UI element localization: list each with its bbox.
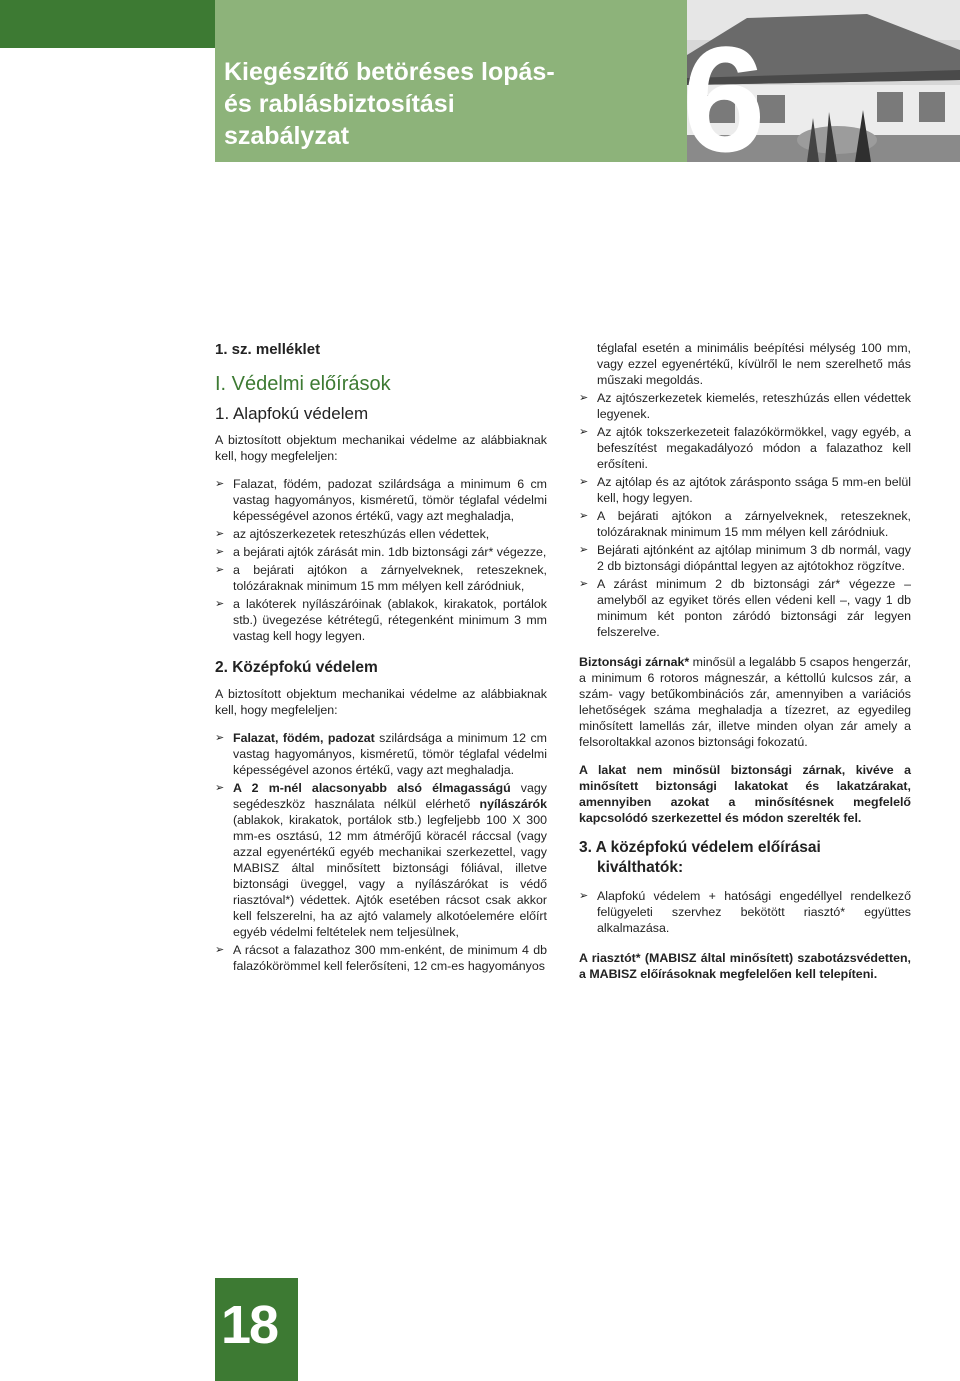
subsection-heading (579, 838, 911, 878)
list-item (579, 424, 911, 472)
arrow-icon: ➢ (579, 392, 589, 404)
alarm-note: A riasztót* (MABISZ által minősített) szabotázsvédetten, a MABISZ előírásoknak megfelelően kell telepíteni. (579, 951, 911, 981)
list-item (215, 476, 547, 524)
arrow-icon: ➢ (215, 732, 225, 744)
annex-label: 1. sz. melléklet (215, 341, 321, 358)
heading-line: kiválthatók: (597, 859, 684, 876)
section-heading: I. Védelmi előírások (215, 373, 391, 395)
definition-term: Biztonsági zárnak* (579, 655, 690, 669)
list-item-text: Az ajtólap és az ajtótok zárásponto ssága 5 mm-en belül kell, hogy legyen. (597, 475, 911, 505)
list-item (579, 390, 911, 422)
list-item-text: Az ajtószerkezetek kiemelés, reteszhúzás ellen védettek legyenek. (597, 391, 911, 421)
list-item (579, 542, 911, 574)
arrow-icon: ➢ (579, 426, 589, 438)
arrow-icon: ➢ (579, 544, 589, 556)
arrow-icon: ➢ (579, 890, 589, 902)
paragraph: A biztosított objektum mechanikai védelme az alábbiaknak kell, hogy megfeleljen: (215, 687, 547, 717)
title-line: szabályzat (224, 122, 350, 150)
subsection-heading: 1. Alapfokú védelem (215, 404, 369, 423)
list-item-text: a bejárati ajtók zárását min. 1db biztonsági zár* végezze, (233, 545, 547, 559)
header-accent-bar (0, 0, 215, 48)
bullet-list (579, 390, 911, 640)
list-item (579, 888, 911, 936)
list-item-text: téglafal esetén a minimális beépítési mélység 100 mm, vagy ezzel egyenértékű, kívülről le nem szerelhető más műszaki megoldás. (597, 341, 911, 387)
title-line: Kiegészítő betöréses lopás- (224, 58, 555, 86)
definition-paragraph (579, 654, 911, 750)
list-item (215, 780, 547, 940)
page-number-box (215, 1278, 298, 1381)
list-item-text: Falazat, födém, padozat szilárdsága a minimum 6 cm vastag hagyományos, kisméretű, tömör téglafal védelmi képességével azonos értékű, vagy azt meghaladja, (233, 477, 547, 523)
list-item-text: Az ajtók tokszerkezeteit falazókörmökkel, vagy egyéb, a befeszítést megakadályozó módon a falazathoz kell erősíteni. (597, 425, 911, 471)
arrow-icon: ➢ (215, 944, 225, 956)
subsection-heading: 2. Középfokú védelem (215, 659, 378, 676)
list-item (215, 544, 547, 560)
list-item-text: (ablakok, kirakatok, portálok stb.) legfeljebb 100 X 300 mm-es osztású, 12 mm átmérőjű köracél ráccsal (vagy azzal egyenértékű egyéb mechanikai szerkezettel, vagy MABISZ által minősített biztonsági fóliával, illetve biztonsági üveggel, vagy a nyílászárókat is védő riasztóval*) védettek. Ajtók esetében rácsot csak akkor kell felszerelni, ha az ajtó valamely alkotóelemére előírt egyéb védelmi feltételek nem teljesülnek, (233, 813, 547, 939)
bullet-list (215, 476, 547, 644)
list-item (579, 508, 911, 540)
list-item (215, 942, 547, 974)
list-item (579, 576, 911, 640)
list-item-text: a lakóterek nyílászáróinak (ablakok, kirakatok, portálok stb.) üvegezése kétrétegű, rétegenként minimum 3 mm vastag kell hogy legyen. (233, 597, 547, 643)
bullet-list (579, 888, 911, 936)
list-item-text: szilárdsága a minimum 12 cm vastag hagyományos, kisméretű, tömör téglafal védelmi képességével azonos értékű, vagy azt meghaladja. (233, 731, 547, 777)
paragraph: A biztosított objektum mechanikai védelme az alábbiaknak kell, hogy megfeleljen: (215, 433, 547, 463)
heading-line: 3. A középfokú védelem előírásai (579, 839, 821, 856)
arrow-icon: ➢ (215, 564, 225, 576)
arrow-icon: ➢ (215, 478, 225, 490)
arrow-icon: ➢ (579, 510, 589, 522)
arrow-icon: ➢ (215, 546, 225, 558)
list-item-text: A bejárati ajtókon a zárnyelveknek, reteszeknek, tolózáraknak minimum 15 mm mélyen kell záródniuk. (597, 509, 911, 539)
right-column (579, 340, 911, 994)
arrow-icon: ➢ (215, 598, 225, 610)
document-title (224, 56, 664, 152)
list-item-text: A rácsot a falazathoz 300 mm-enként, de minimum 4 db falazókörömmel kell felerősíteni, 12 cm-es hagyományos (233, 943, 547, 973)
chapter-number: 6 (682, 15, 760, 183)
list-item-bold: A 2 m-nél alacsonyabb alsó élmagasságú (233, 781, 511, 795)
list-item-bold: Falazat, födém, padozat (233, 731, 375, 745)
page-number: 18 (221, 1295, 278, 1355)
list-item-text: a bejárati ajtókon a zárnyelveknek, reteszeknek, tolózáraknak minimum 15 mm mélyen kell záródniuk, (233, 563, 547, 593)
list-item-text: vagy segédeszköz használata nélkül elérhető (233, 781, 547, 811)
arrow-icon: ➢ (579, 476, 589, 488)
list-item-text: az ajtószerkezetek reteszhúzás ellen védettek, (233, 527, 490, 541)
list-item-bold: nyílászárók (479, 797, 547, 811)
padlock-note: A lakat nem minősül biztonsági zárnak, kivéve a minősített biztonsági lakatokat és lakatzárakat, amennyiben azokat a minősítésnek megfelelő kapcsolódó szerkezettel és módon szerelték fel. (579, 763, 911, 825)
bullet-list (215, 730, 547, 974)
bullet-list (579, 340, 911, 388)
list-item-text: Alapfokú védelem + hatósági engedéllyel rendelkező felügyeleti szervhez bekötött riasztó* együttes alkalmazása. (597, 889, 911, 935)
left-column (215, 340, 547, 988)
list-item (215, 596, 547, 644)
arrow-icon: ➢ (579, 578, 589, 590)
list-item-text: A zárást minimum 2 db biztonsági zár* végezze – amelyből az egyiket törés ellen védeni kell –, vagy 1 db minimum két ponton záródó biztonsági zár legyen felszerelve. (597, 577, 911, 639)
list-item-text: Bejárati ajtónként az ajtólap minimum 3 db normál, vagy 2 db biztonsági diópánttal legyen az ajtótokhoz rögzítve. (597, 543, 911, 573)
list-item (215, 562, 547, 594)
list-item (579, 474, 911, 506)
list-item (215, 730, 547, 778)
arrow-icon: ➢ (215, 528, 225, 540)
list-item (215, 526, 547, 542)
list-item (579, 340, 911, 388)
definition-text: minősül a legalább 5 csapos hengerzár, a minimum 6 rotoros mágneszár, a kéttollú kulcsos zár, a szám- vagy betűkombinációs zár, amennyiben a variációs lehetőségek száma meghaladja a tízezret, az egyedileg minősített lamellás zár, illetve minden olyan zár amely a felsoroltakkal azonos biztonsági fokozatú. (579, 655, 911, 749)
title-line: és rablásbiztosítási (224, 90, 455, 118)
arrow-icon: ➢ (215, 782, 225, 794)
